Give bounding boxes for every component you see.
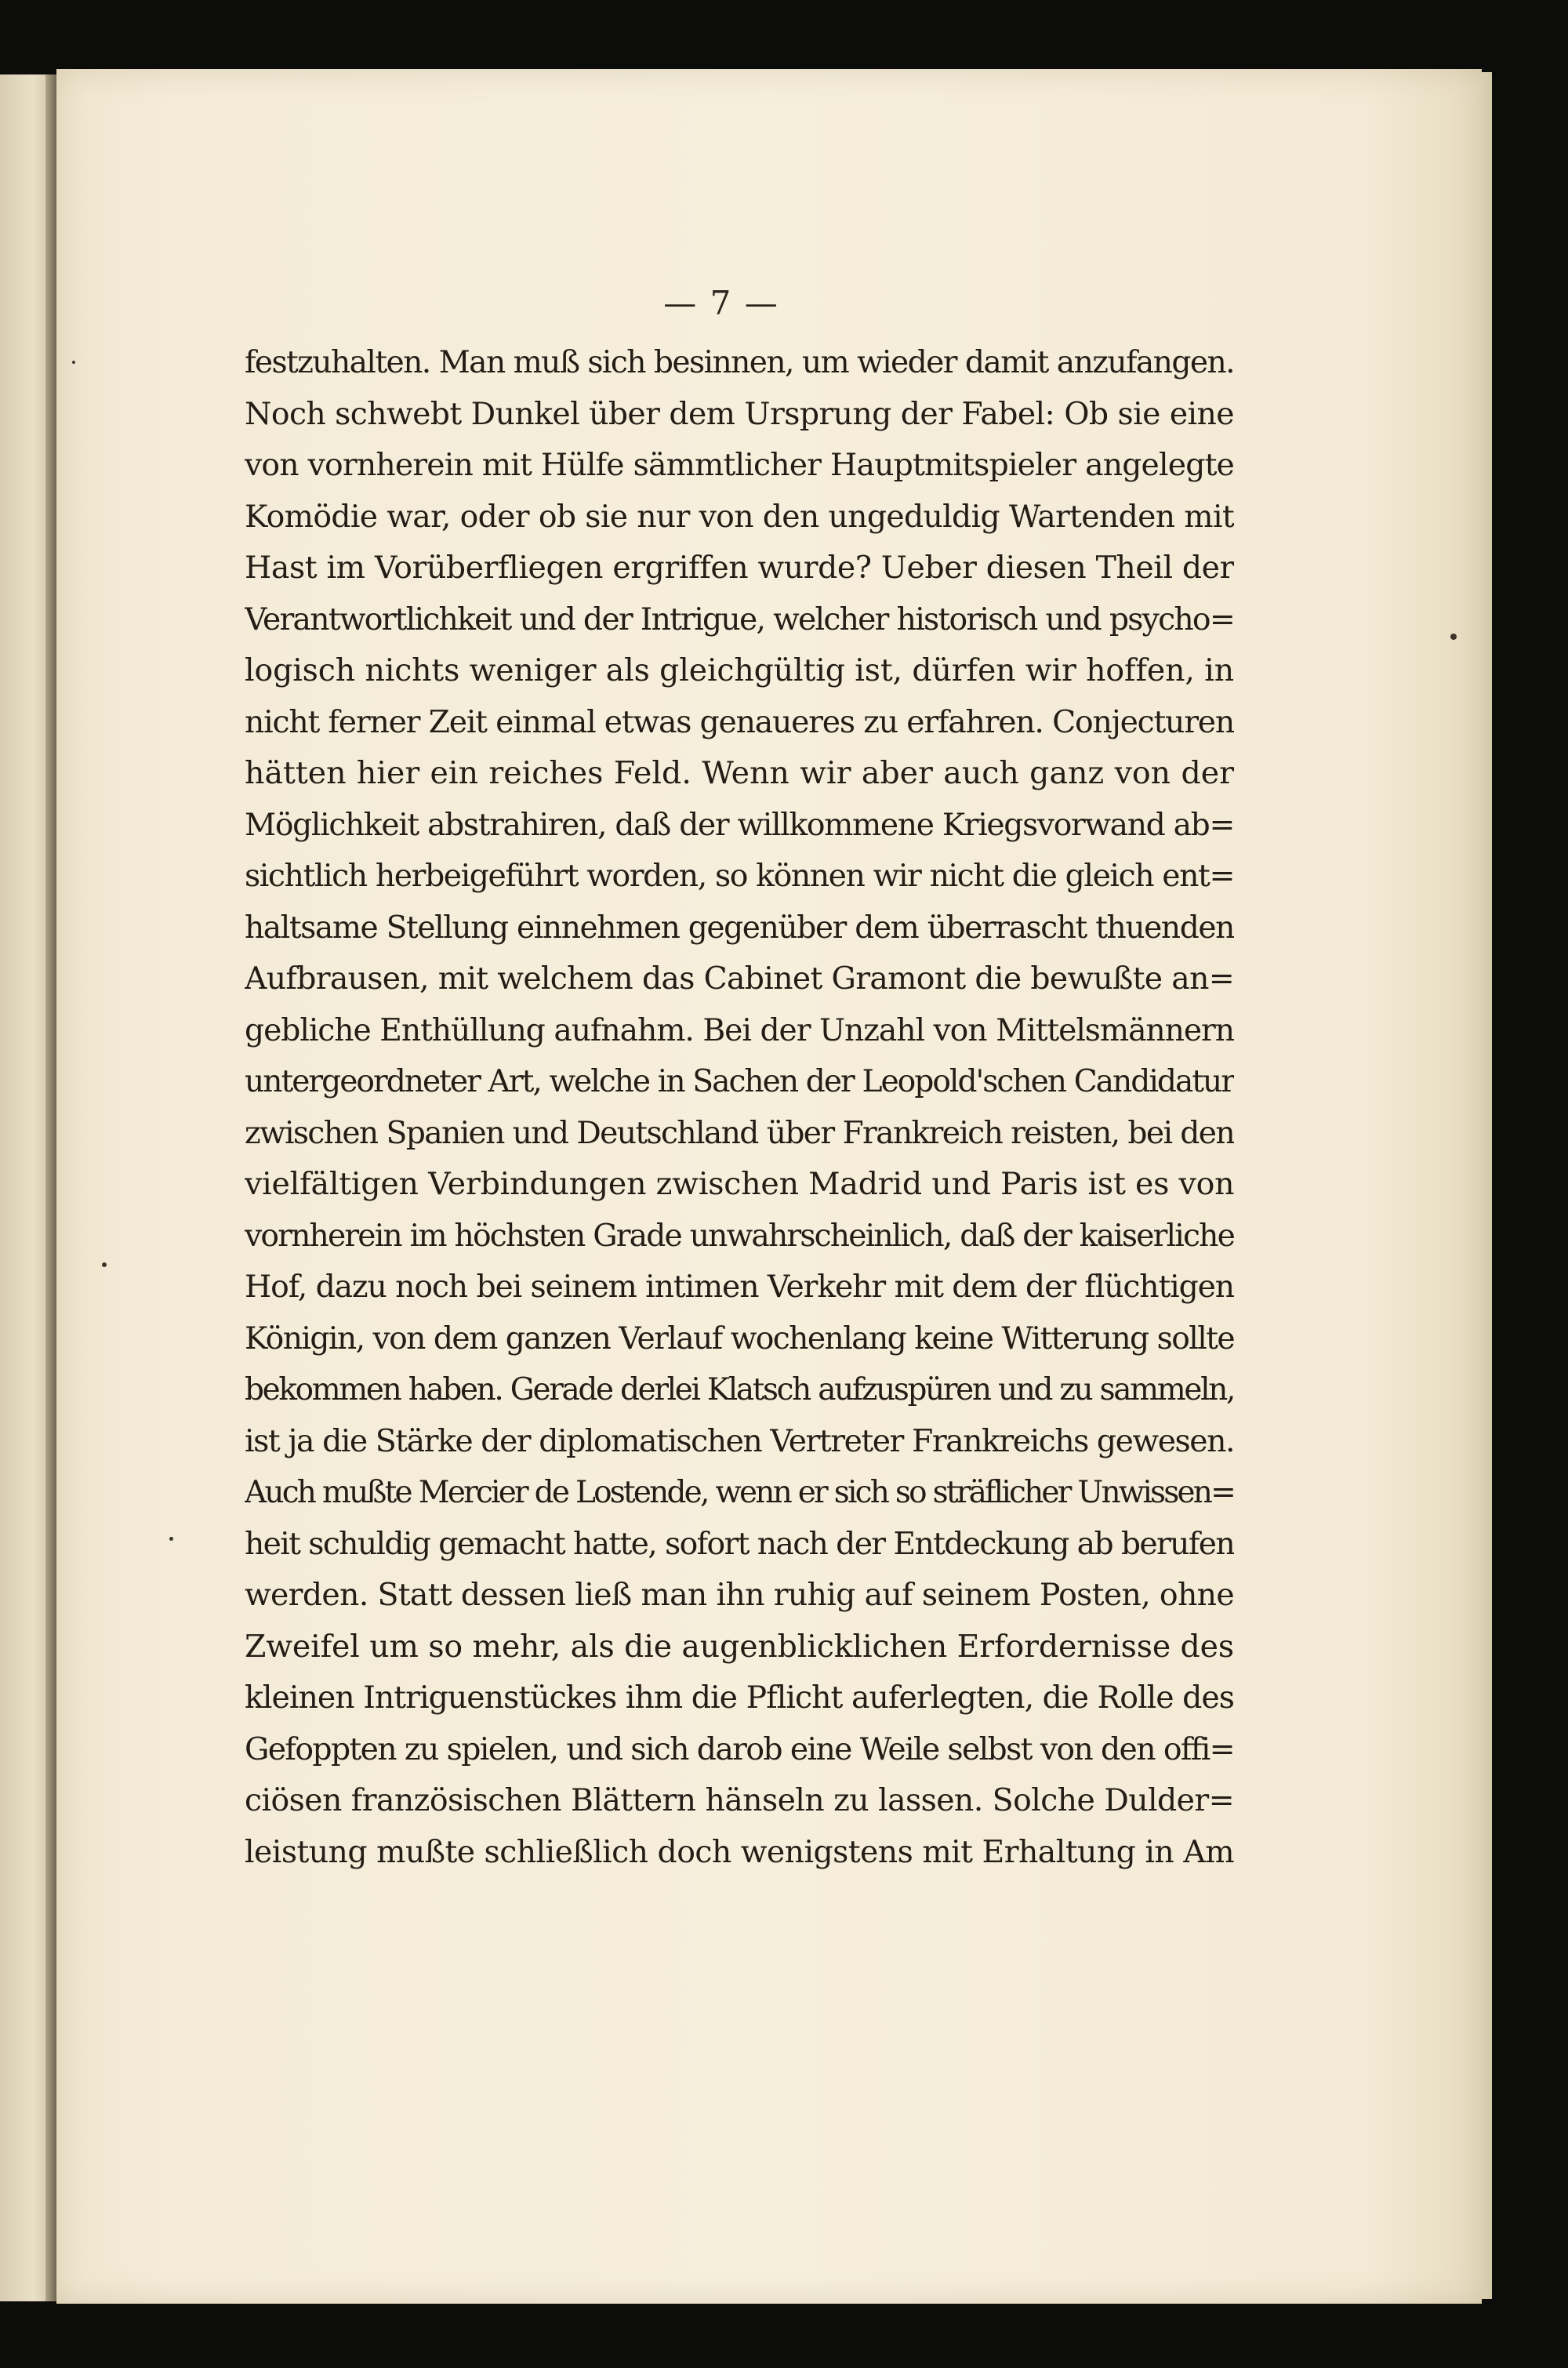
text-line: gebliche Enthüllung aufnahm. Bei der Unzahl von Mittelsmännern [245, 1012, 1234, 1048]
text-line: vielfältigen Verbindungen zwischen Madrid und Paris ist es von [245, 1166, 1234, 1202]
text-line: Zweifel um so mehr, als die augenblicklichen Erfordernisse des [245, 1628, 1234, 1665]
text-line: Hof, dazu noch bei seinem intimen Verkehr mit dem der flüchtigen [245, 1269, 1234, 1305]
text-line: Möglichkeit abstrahiren, daß der willkommene Kriegsvorwand ab= [245, 807, 1234, 843]
text-line: festzuhalten. Man muß sich besinnen, um wieder damit anzufangen. [245, 345, 1234, 380]
text-line: logisch nichts weniger als gleichgültig ist, dürfen wir hoffen, in [245, 652, 1234, 688]
text-line: heit schuldig gemacht hatte, sofort nach der Entdeckung ab berufen [245, 1526, 1234, 1562]
text-line: kleinen Intriguenstückes ihm die Pflicht auferlegten, die Rolle des [245, 1680, 1234, 1716]
text-line: Verantwortlichkeit und der Intrigue, welcher historisch und psycho= [245, 601, 1234, 637]
text-line: leistung mußte schließlich doch wenigstens mit Erhaltung in Am [245, 1833, 1234, 1870]
text-line: werden. Statt dessen ließ man ihn ruhig auf seinem Posten, ohne [245, 1577, 1234, 1613]
book-gutter [45, 74, 56, 2301]
text-line: Gefoppten zu spielen, und sich darob eine Weile selbst von den offi= [245, 1731, 1234, 1767]
text-line: haltsame Stellung einnehmen gegenüber dem überrascht thuenden [245, 910, 1234, 946]
text-line: Komödie war, oder ob sie nur von den ungeduldig Wartenden mit [245, 498, 1234, 535]
text-line: Noch schwebt Dunkel über dem Ursprung der Fabel: Ob sie eine [245, 395, 1234, 432]
paper-speck [1450, 634, 1457, 640]
text-line: Königin, von dem ganzen Verlauf wochenlang keine Witterung sollte [245, 1320, 1234, 1357]
text-line: ist ja die Stärke der diplomatischen Vertreter Frankreichs gewesen. [245, 1422, 1234, 1459]
text-line: zwischen Spanien und Deutschland über Frankreich reisten, bei den [245, 1115, 1234, 1151]
text-line: bekommen haben. Gerade derlei Klatsch aufzuspüren und zu sammeln, [245, 1372, 1234, 1407]
text-line: vornherein im höchsten Grade unwahrscheinlich, daß der kaiserliche [245, 1218, 1234, 1254]
text-line: hätten hier ein reiches Feld. Wenn wir aber auch ganz von der [245, 755, 1234, 791]
text-line: Aufbrausen, mit welchem das Cabinet Gramont die bewußte an= [245, 961, 1234, 997]
paper-speck [169, 1537, 173, 1541]
text-line: nicht ferner Zeit einmal etwas genaueres zu erfahren. Conjecturen [245, 703, 1234, 740]
paper-speck [72, 361, 75, 364]
paper-speck [102, 1262, 107, 1267]
text-line: Auch mußte Mercier de Lostende, wenn er sich so sträflicher Unwissen= [245, 1475, 1234, 1510]
text-line: ciösen französischen Blättern hänseln zu lassen. Solche Dulder= [245, 1782, 1234, 1818]
text-line: sichtlich herbeigeführt worden, so können wir nicht die gleich ent= [245, 858, 1234, 894]
page-number: — 7 — [663, 284, 779, 322]
text-line: von vornherein mit Hülfe sämmtlicher Hauptmitspieler angelegte [245, 447, 1234, 483]
text-line: Hast im Vorüberfliegen ergriffen wurde? Ueber diesen Theil der [245, 550, 1234, 586]
body-text [245, 337, 1234, 1878]
text-line: untergeordneter Art, welche in Sachen der Leopold'schen Candidatur [245, 1064, 1234, 1099]
